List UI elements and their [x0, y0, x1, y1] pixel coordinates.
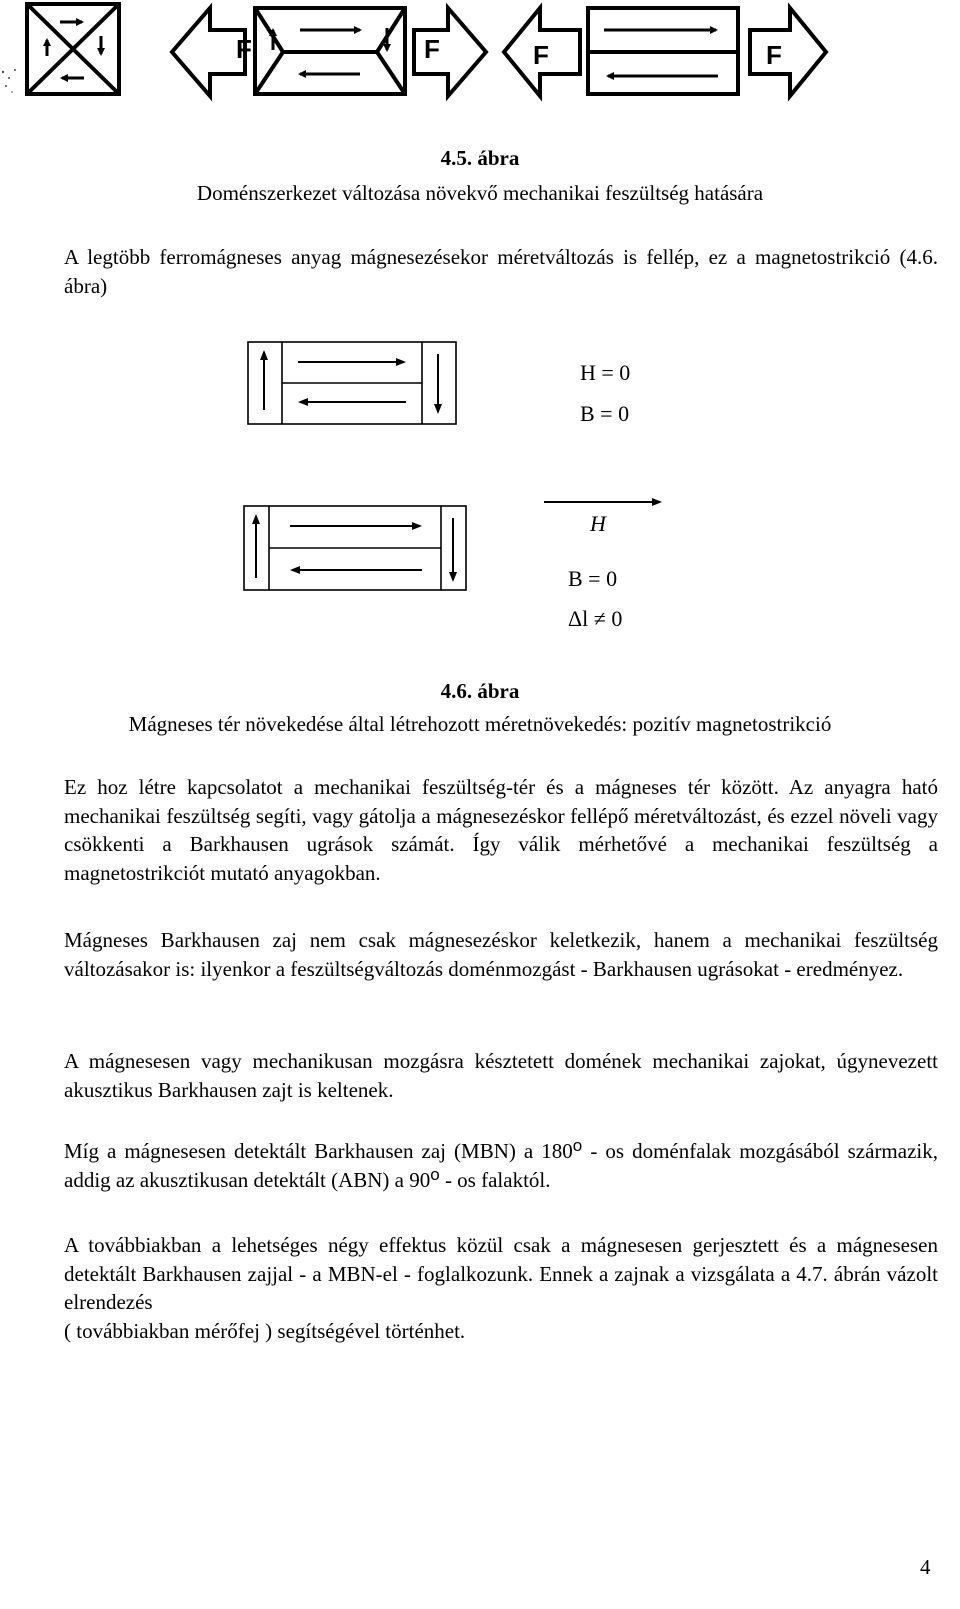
- bottom-b-equation: B = 0: [568, 566, 618, 591]
- mbn-text-cont: - os doménfalak mozgásából származik, addig az akusztikusan detektált (ABN) a 90: [64, 1139, 938, 1192]
- mbn-text: Míg a mágnesesen detektált Barkhausen zaj (MBN) a 180: [64, 1139, 573, 1163]
- domain-box-field-applied: [244, 506, 466, 590]
- figure-4-6-diagram: [0, 330, 960, 630]
- figure-4-6-number: 4.6. ábra: [440, 679, 520, 703]
- domain-box-unstressed: [27, 4, 119, 94]
- paragraph-further-work: [64, 1231, 938, 1345]
- figure-4-5-diagram: [0, 0, 960, 130]
- force-label-left: F: [533, 40, 549, 70]
- page-number: 4: [920, 1555, 931, 1579]
- measuring-head-text: ( továbbiakban mérőfej ) segítségével történhet.: [64, 1318, 466, 1343]
- top-b-equation: B = 0: [580, 401, 630, 426]
- force-label-left: F: [236, 34, 252, 64]
- top-h-equation: H = 0: [580, 360, 631, 385]
- abn-text: - os falaktól.: [439, 1167, 551, 1192]
- further-work-text: A továbbiakban a lehetséges négy effektus közül csak a mágnesesen gerjesztett és a mágnesesen detektált Barkhausen zajjal - a MBN-el - foglalkozunk. Ennek a zajnak a vizsgálata a 4.7. ábrán vázolt elrendezés: [64, 1233, 938, 1314]
- degree-symbol: o: [572, 1136, 583, 1155]
- bottom-dl-equation: Δl ≠ 0: [568, 606, 623, 631]
- figure-4-5-caption: Doménszerkezet változása növekvő mechanikai feszültség hatására: [196, 181, 764, 205]
- degree-symbol: o: [430, 1164, 440, 1184]
- domain-box-no-field: [248, 342, 456, 424]
- paragraph-mbn-abn: [64, 1137, 938, 1194]
- force-label-right: F: [766, 40, 782, 70]
- bottom-h-label: H: [590, 511, 606, 536]
- paragraph-acoustic: A mágnesesen vagy mechanikusan mozgásra késztetett domének mechanikai zajokat, úgynevezett akusztikus Barkhausen zajt is keltenek.: [64, 1049, 938, 1102]
- figure-4-5-number: 4.5. ábra: [440, 146, 520, 170]
- figure-4-6-caption: Mágneses tér növekedése által létrehozott méretnövekedés: pozitív magnetostrikció: [128, 712, 832, 736]
- force-label-right: F: [424, 34, 440, 64]
- intro-paragraph: A legtöbb ferromágneses anyag mágnesezésekor méretváltozás is fellép, ez a magnetostrikció (4.6. ábra): [64, 245, 938, 298]
- paragraph-stress-noise: Mágneses Barkhausen zaj nem csak mágnesezéskor keletkezik, hanem a mechanikai feszültség változásakor is: ilyenkor a feszültségváltozás doménmozgást - Barkhausen ugrásokat - eredményez.: [64, 928, 938, 981]
- paragraph-magnetostriction: Ez hoz létre kapcsolatot a mechanikai feszültség-tér és a mágneses tér között. Az anyagra ható mechanikai feszültség segíti, vagy gátolja a mágnesezéskor fellépő méretváltozást, és ezzel növeli vagy csökkenti a Barkhausen ugrások számát. Így válik mérhetővé a mechanikai feszültség a magnetostrikciót mutató anyagokban.: [64, 775, 938, 885]
- scan-speckle: [2, 69, 16, 93]
